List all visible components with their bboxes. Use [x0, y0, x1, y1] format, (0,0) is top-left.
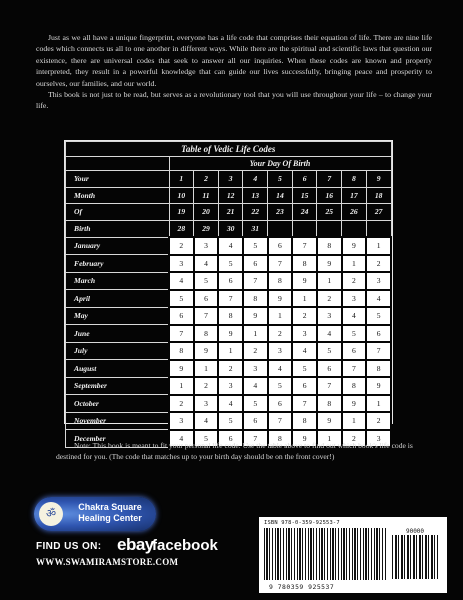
month-cell: 1: [218, 342, 243, 360]
month-cell: 6: [292, 377, 317, 395]
month-row: [66, 290, 392, 308]
month-cell: 9: [292, 272, 317, 290]
month-cell: 4: [194, 255, 219, 273]
month-cell: 7: [169, 325, 194, 343]
month-cell: 9: [342, 395, 367, 413]
month-cell: 8: [268, 430, 293, 448]
month-cell: 8: [218, 307, 243, 325]
month-label: March: [66, 272, 170, 290]
month-cell: 9: [243, 307, 268, 325]
month-cell: 1: [317, 430, 342, 448]
month-cell: 7: [268, 412, 293, 430]
day-cell: 15: [292, 187, 317, 204]
month-cell: 3: [317, 307, 342, 325]
month-cell: 2: [292, 307, 317, 325]
month-cell: 3: [194, 237, 219, 255]
month-cell: 9: [366, 377, 391, 395]
day-row: [66, 204, 392, 221]
month-cell: 3: [169, 255, 194, 273]
month-cell: 5: [243, 395, 268, 413]
day-row: [66, 187, 392, 204]
month-cell: 9: [169, 360, 194, 378]
month-cell: 3: [366, 430, 391, 448]
month-cell: 1: [366, 237, 391, 255]
month-cell: 8: [292, 412, 317, 430]
month-cell: 2: [268, 325, 293, 343]
barcode-addon: [392, 528, 438, 579]
month-cell: 9: [268, 290, 293, 308]
month-cell: 9: [292, 430, 317, 448]
month-cell: 5: [317, 342, 342, 360]
isbn-text: ISBN 978-0-359-92553-7: [264, 520, 340, 526]
day-cell: 20: [194, 204, 219, 221]
day-cell: 18: [366, 187, 391, 204]
month-cell: 6: [366, 325, 391, 343]
month-row: [66, 325, 392, 343]
chakra-square-logo: [34, 497, 156, 531]
day-cell: 26: [342, 204, 367, 221]
month-cell: 4: [292, 342, 317, 360]
month-cell: 8: [194, 325, 219, 343]
facebook-logo[interactable]: facebook: [152, 537, 218, 554]
day-cell: [366, 220, 391, 237]
month-cell: 3: [292, 325, 317, 343]
day-cell: 30: [218, 220, 243, 237]
store-url[interactable]: WWW.SWAMIRAMSTORE.COM: [36, 557, 179, 567]
month-cell: 8: [292, 255, 317, 273]
barcode-bars: [264, 528, 442, 580]
logo-text: [66, 502, 154, 524]
month-label: September: [66, 377, 170, 395]
day-cell: 6: [292, 171, 317, 188]
day-cell: [317, 220, 342, 237]
month-cell: 1: [268, 307, 293, 325]
month-label: October: [66, 395, 170, 413]
month-row: [66, 272, 392, 290]
month-cell: 8: [268, 272, 293, 290]
month-row: [66, 412, 392, 430]
intro-paragraph-1: Just as we all have a unique fingerprint, everyone has a life code that comprises their equation of life. There are nine life codes which connects us all to one another in different ways. While there are the spiritual and scientific laws that question our existence, there are universal codes that seek to answer all our inquiries. When these codes are known and properly interpreted, they result in a powerful knowledge that can guide our lives successfully, bringing peace and prosperity to ourselves, our families, and our world.: [36, 33, 432, 88]
month-cell: 7: [268, 255, 293, 273]
month-cell: 3: [218, 377, 243, 395]
life-code-grid: [65, 141, 392, 448]
month-cell: 1: [342, 412, 367, 430]
month-row: [66, 360, 392, 378]
month-cell: 9: [342, 237, 367, 255]
month-label: November: [66, 412, 170, 430]
day-cell: 28: [169, 220, 194, 237]
month-cell: 7: [292, 237, 317, 255]
day-cell: 31: [243, 220, 268, 237]
month-cell: 8: [317, 237, 342, 255]
month-cell: 4: [218, 237, 243, 255]
month-row: [66, 255, 392, 273]
month-cell: 3: [243, 360, 268, 378]
month-cell: 6: [218, 272, 243, 290]
month-cell: 2: [366, 412, 391, 430]
day-cell: 19: [169, 204, 194, 221]
ebay-logo[interactable]: ebay: [117, 535, 154, 554]
month-cell: 5: [194, 272, 219, 290]
month-row: [66, 342, 392, 360]
month-label: May: [66, 307, 170, 325]
month-cell: 7: [243, 272, 268, 290]
day-cell: 3: [218, 171, 243, 188]
month-cell: 7: [218, 290, 243, 308]
month-cell: 2: [169, 237, 194, 255]
month-cell: 7: [317, 377, 342, 395]
month-label: April: [66, 290, 170, 308]
day-cell: 27: [366, 204, 391, 221]
day-cell: 12: [218, 187, 243, 204]
day-row: [66, 171, 392, 188]
month-cell: 8: [243, 290, 268, 308]
day-row: [66, 220, 392, 237]
month-cell: 6: [243, 412, 268, 430]
month-cell: 3: [268, 342, 293, 360]
day-cell: 2: [194, 171, 219, 188]
day-cell: 21: [218, 204, 243, 221]
month-cell: 5: [218, 412, 243, 430]
day-cell: 25: [317, 204, 342, 221]
month-row: [66, 307, 392, 325]
day-cell: 22: [243, 204, 268, 221]
day-cell: 5: [268, 171, 293, 188]
day-cell: 9: [366, 171, 391, 188]
month-label: July: [66, 342, 170, 360]
day-cell: 1: [169, 171, 194, 188]
month-cell: 2: [243, 342, 268, 360]
month-cell: 2: [194, 377, 219, 395]
month-cell: 2: [218, 360, 243, 378]
month-cell: 5: [169, 290, 194, 308]
note-text: [56, 440, 428, 462]
month-cell: 3: [366, 272, 391, 290]
day-label: Your: [66, 171, 170, 188]
day-cell: 23: [268, 204, 293, 221]
month-cell: 4: [317, 325, 342, 343]
day-cell: 16: [317, 187, 342, 204]
month-cell: 1: [366, 395, 391, 413]
day-cell: 11: [194, 187, 219, 204]
month-row: [66, 395, 392, 413]
month-label: June: [66, 325, 170, 343]
day-cell: 14: [268, 187, 293, 204]
month-cell: 4: [366, 290, 391, 308]
intro-paragraph-2: This book is not just to be read, but serves as a revolutionary tool that you will use throughout your life – to change your life.: [36, 90, 432, 111]
barcode-addon-bars: [392, 535, 438, 579]
month-cell: 8: [342, 377, 367, 395]
month-cell: 4: [218, 395, 243, 413]
month-row: [66, 377, 392, 395]
day-cell: 17: [342, 187, 367, 204]
month-cell: 2: [366, 255, 391, 273]
month-cell: 7: [342, 360, 367, 378]
month-cell: 8: [169, 342, 194, 360]
barcode-main-bars: [264, 528, 386, 580]
month-cell: 4: [169, 430, 194, 448]
day-cell: [268, 220, 293, 237]
month-cell: 5: [268, 377, 293, 395]
day-cell: 7: [317, 171, 342, 188]
month-cell: 5: [243, 237, 268, 255]
month-cell: 7: [366, 342, 391, 360]
month-cell: 7: [292, 395, 317, 413]
day-cell: [292, 220, 317, 237]
month-cell: 5: [194, 430, 219, 448]
month-cell: 4: [243, 377, 268, 395]
day-cell: 8: [342, 171, 367, 188]
month-cell: 2: [317, 290, 342, 308]
month-cell: 7: [194, 307, 219, 325]
month-cell: 2: [169, 395, 194, 413]
month-cell: 1: [169, 377, 194, 395]
month-cell: 6: [169, 307, 194, 325]
month-cell: 6: [268, 237, 293, 255]
month-cell: 3: [194, 395, 219, 413]
month-cell: 4: [169, 272, 194, 290]
month-cell: 3: [169, 412, 194, 430]
day-label: Month: [66, 187, 170, 204]
note-paragraph: Note: This book is meant to fit your personal life code. Use the table above to find out which book's life code is destined for you. (The code that matches up to your birth day should be on the front cover!): [56, 441, 413, 462]
month-cell: 5: [218, 255, 243, 273]
intro-text: [36, 32, 432, 112]
month-cell: 6: [218, 430, 243, 448]
barcode-number: 9 780359 925537: [269, 583, 335, 591]
day-cell: 24: [292, 204, 317, 221]
month-cell: 1: [292, 290, 317, 308]
barcode-addon-number: 90000: [405, 528, 425, 535]
month-cell: 6: [243, 255, 268, 273]
month-label: December: [66, 430, 170, 448]
day-cell: [342, 220, 367, 237]
table-title: Table of Vedic Life Codes: [66, 142, 392, 157]
month-cell: 5: [366, 307, 391, 325]
day-cell: 10: [169, 187, 194, 204]
month-cell: 1: [317, 272, 342, 290]
month-cell: 4: [194, 412, 219, 430]
month-cell: 2: [342, 430, 367, 448]
month-cell: 9: [194, 342, 219, 360]
day-label: Birth: [66, 220, 170, 237]
month-cell: 1: [243, 325, 268, 343]
table-subheader: Your Day Of Birth: [169, 157, 391, 171]
month-cell: 1: [342, 255, 367, 273]
day-cell: 13: [243, 187, 268, 204]
day-label: Of: [66, 204, 170, 221]
om-icon: ॐ: [39, 502, 63, 526]
month-cell: 6: [194, 290, 219, 308]
month-cell: 3: [342, 290, 367, 308]
day-cell: 29: [194, 220, 219, 237]
month-cell: 6: [268, 395, 293, 413]
barcode: [259, 517, 447, 593]
month-cell: 6: [342, 342, 367, 360]
life-code-table: [64, 140, 393, 443]
logo-line-1: Chakra Square: [78, 502, 142, 512]
month-cell: 5: [342, 325, 367, 343]
month-cell: 8: [366, 360, 391, 378]
day-cell: 4: [243, 171, 268, 188]
month-cell: 9: [317, 412, 342, 430]
month-cell: 4: [342, 307, 367, 325]
month-cell: 8: [317, 395, 342, 413]
month-cell: 9: [218, 325, 243, 343]
month-cell: 5: [292, 360, 317, 378]
find-us-label: FIND US ON:: [36, 541, 102, 552]
month-label: August: [66, 360, 170, 378]
month-cell: 9: [317, 255, 342, 273]
logo-line-2: Healing Center: [78, 513, 142, 523]
month-row: [66, 237, 392, 255]
month-cell: 4: [268, 360, 293, 378]
month-cell: 2: [342, 272, 367, 290]
month-label: January: [66, 237, 170, 255]
month-cell: 6: [317, 360, 342, 378]
month-label: February: [66, 255, 170, 273]
header-blank: [66, 157, 170, 171]
month-cell: 1: [194, 360, 219, 378]
month-cell: 7: [243, 430, 268, 448]
